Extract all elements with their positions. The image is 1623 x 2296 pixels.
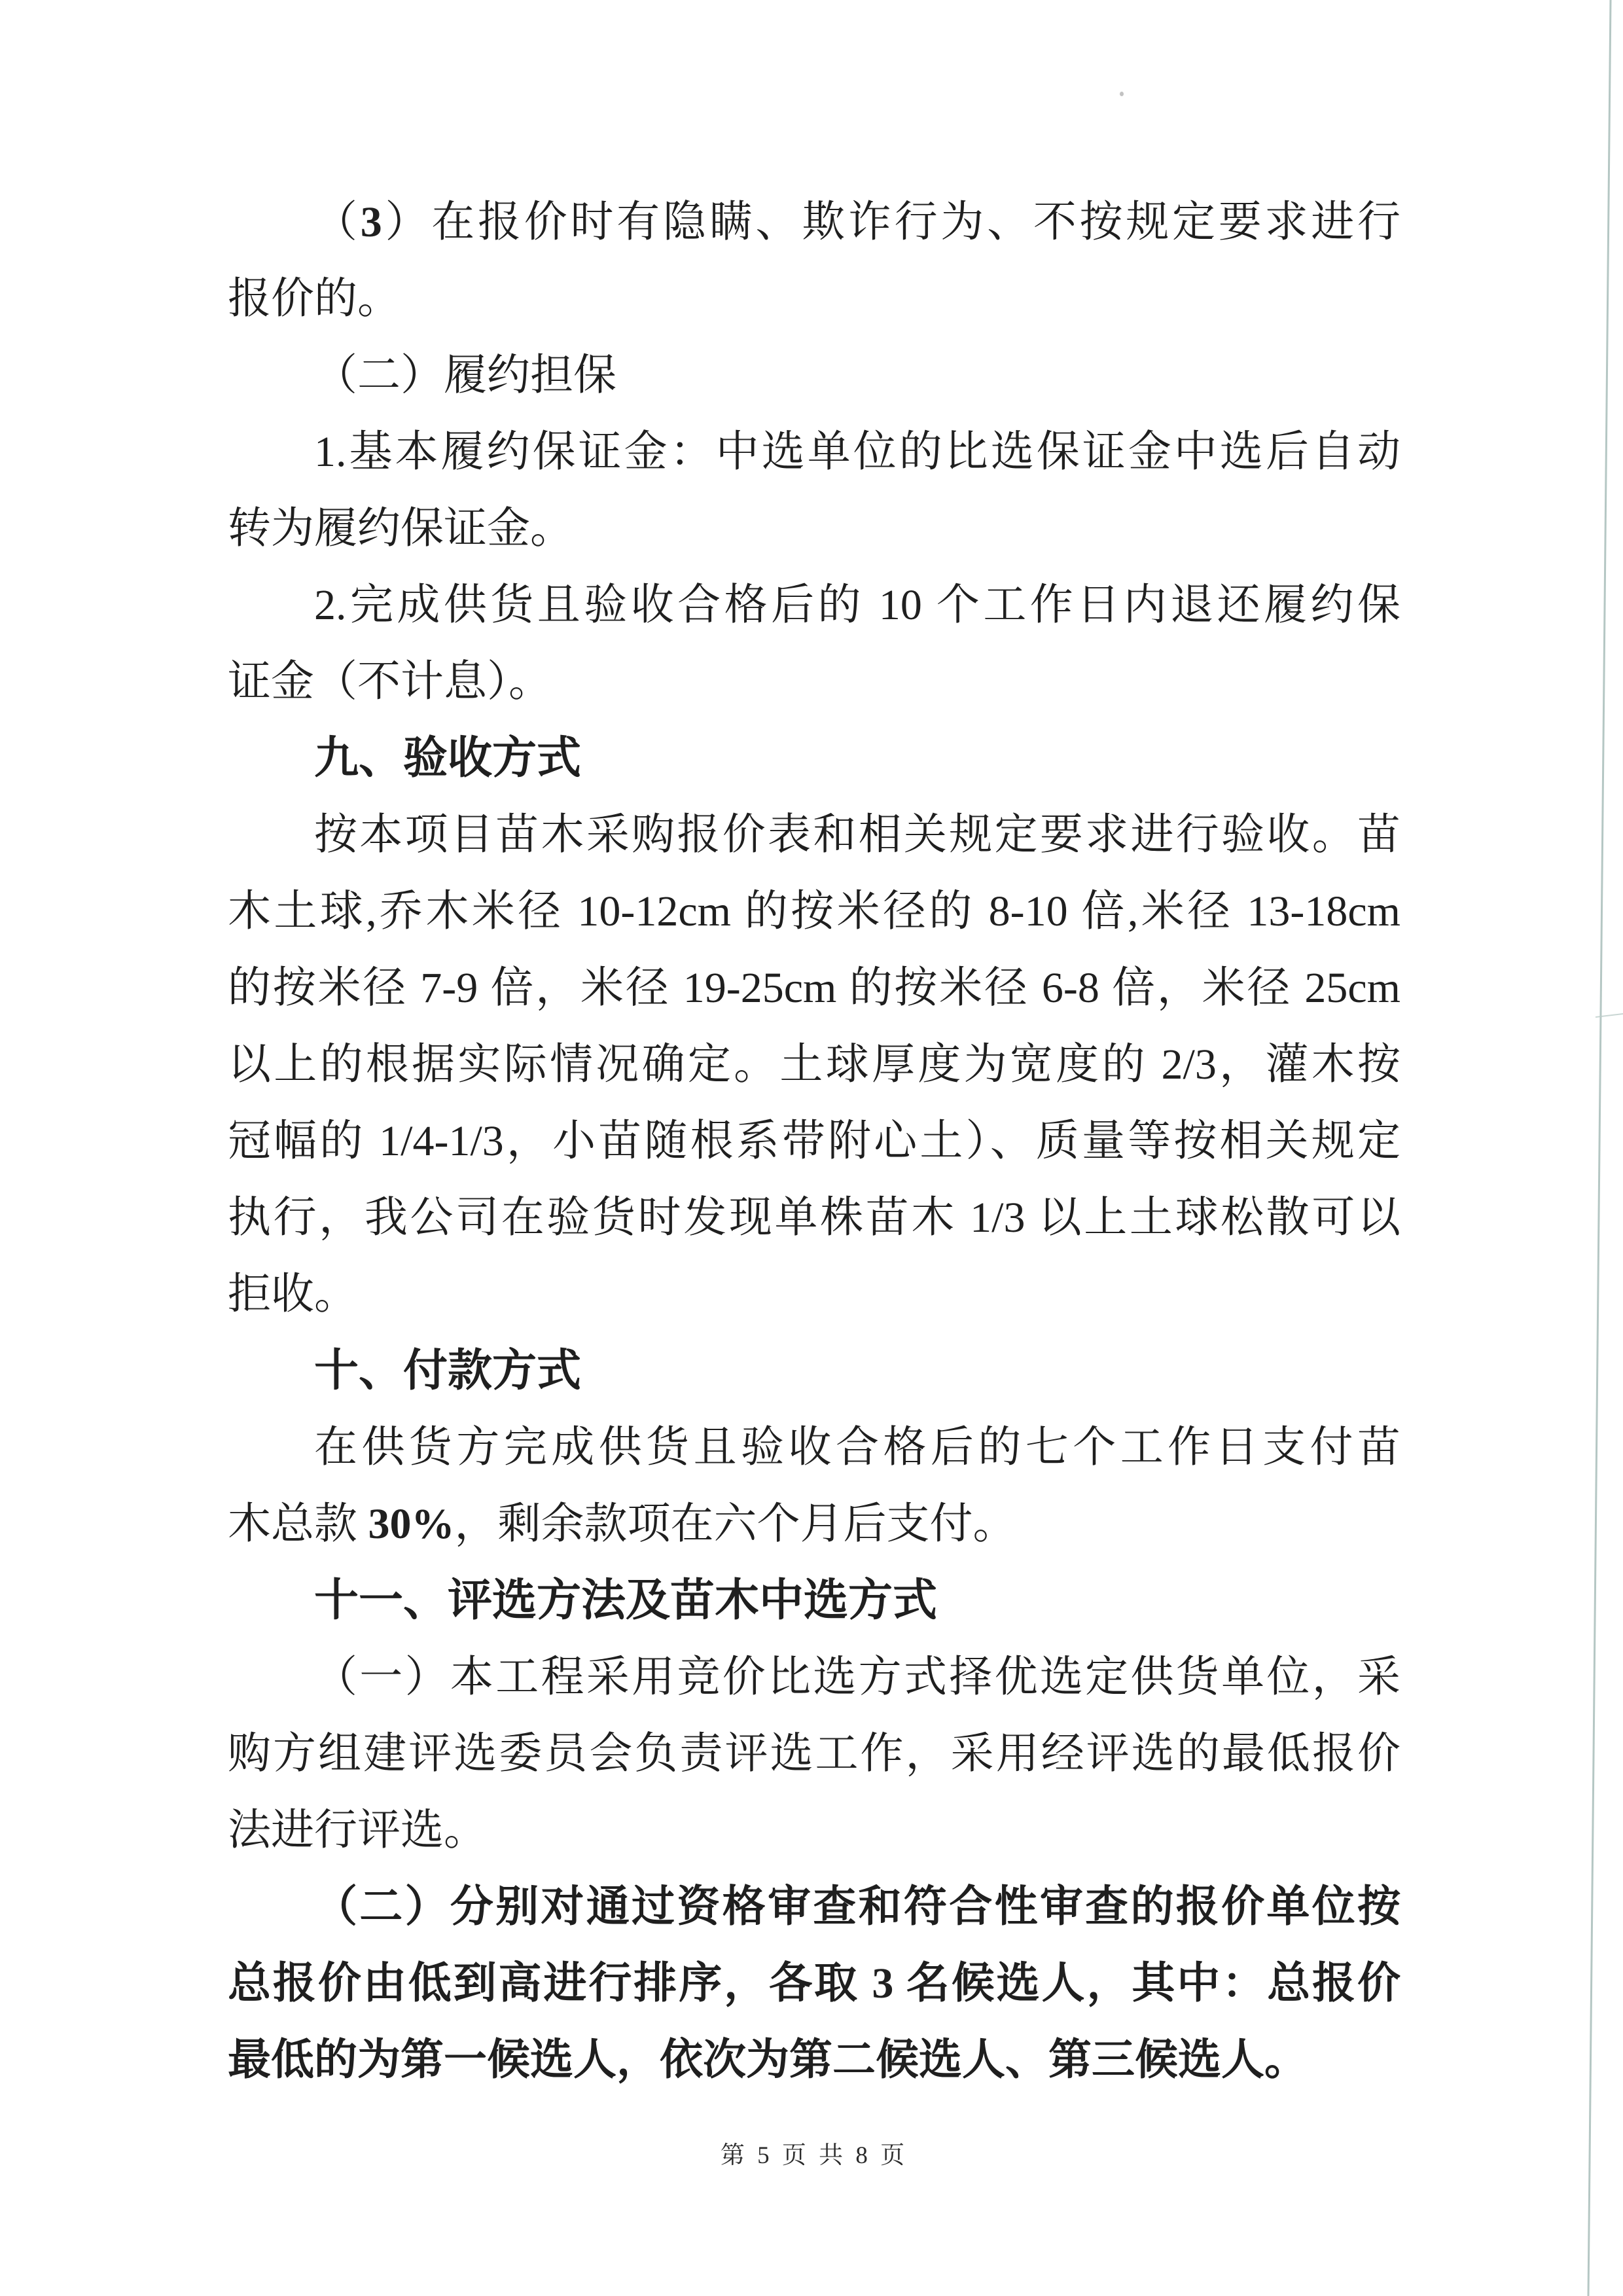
clause-3-text: ）在报价时有隐瞒、欺诈行为、不按规定要求进行 [382,198,1401,246]
payment-pre: 木总款 [228,1500,368,1548]
payment-post: ，剩余款项在六个月后支付。 [454,1500,1016,1548]
text-line-acceptance: 按本项目苗木采购报价表和相关规定要求进行验收。苗 [314,811,1400,859]
text-line-deposit-2: 2.完成供货且验收合格后的 10 个工作日内退还履约保 [314,581,1400,629]
text-line: 以上的根据实际情况确定。土球厚度为宽度的 2/3，灌木按 [228,1041,1400,1088]
text-line: 拒收。 [228,1270,357,1318]
heading-section-ten: 十、付款方式 [314,1346,582,1395]
text-line: 的按米径 7-9 倍，米径 19-25cm 的按米径 6-8 倍，米径 25cm [228,964,1400,1012]
text-line: 执行，我公司在验货时发现单株苗木 1/3 以上土球松散可以 [228,1194,1400,1242]
page-number-footer: 第 5 页 共 8 页 [720,2142,908,2169]
text-line-evaluation-1: （一）本工程采用竞价比选方式择优选定供货单位，采 [314,1653,1400,1701]
text-line: 最低的为第一候选人，依次为第二候选人、第三候选人。 [228,2036,1308,2084]
text-line: 报价的。 [228,275,401,323]
scan-edge-line [1588,0,1611,2296]
payment-percentage: 30% [368,1500,455,1548]
text-line: 法进行评选。 [228,1806,487,1854]
heading-section-eleven: 十一、评选方法及苗木中选方式 [314,1575,938,1625]
scan-edge-tick [1596,1014,1623,1017]
text-line: 总报价由低到高进行排序，各取 3 名候选人，其中：总报价 [228,1960,1400,2007]
clause-3-number: 3 [360,198,382,246]
text-line-clause-3 [228,184,1400,260]
document-body [228,184,1400,2098]
text-line: 木土球,乔木米径 10-12cm 的按米径的 8-10 倍,米径 13-18cm [228,888,1400,935]
text-line: 证金（不计息）。 [228,658,552,706]
text-line: 购方组建评选委员会负责评选工作，采用经评选的最低报价 [228,1730,1400,1778]
text-line-payment: 在供货方完成供货且验收合格后的七个工作日支付苗 [314,1424,1400,1471]
text-line: 转为履约保证金。 [228,505,573,552]
text-line-payment-percent [228,1486,1400,1562]
text-line: 冠幅的 1/4-1/3，小苗随根系带附心土）、质量等按相关规定 [228,1117,1400,1165]
heading-section-nine: 九、验收方式 [314,733,582,783]
text-line-deposit-1: 1.基本履约保证金：中选单位的比选保证金中选后自动 [314,428,1400,476]
scan-speck [1120,92,1124,96]
text-line-subsection-2-title: （二）履约担保 [314,351,616,399]
clause-3-open: （ [314,198,361,246]
text-line-evaluation-2: （二）分别对通过资格审查和符合性审查的报价单位按 [314,1883,1400,1931]
